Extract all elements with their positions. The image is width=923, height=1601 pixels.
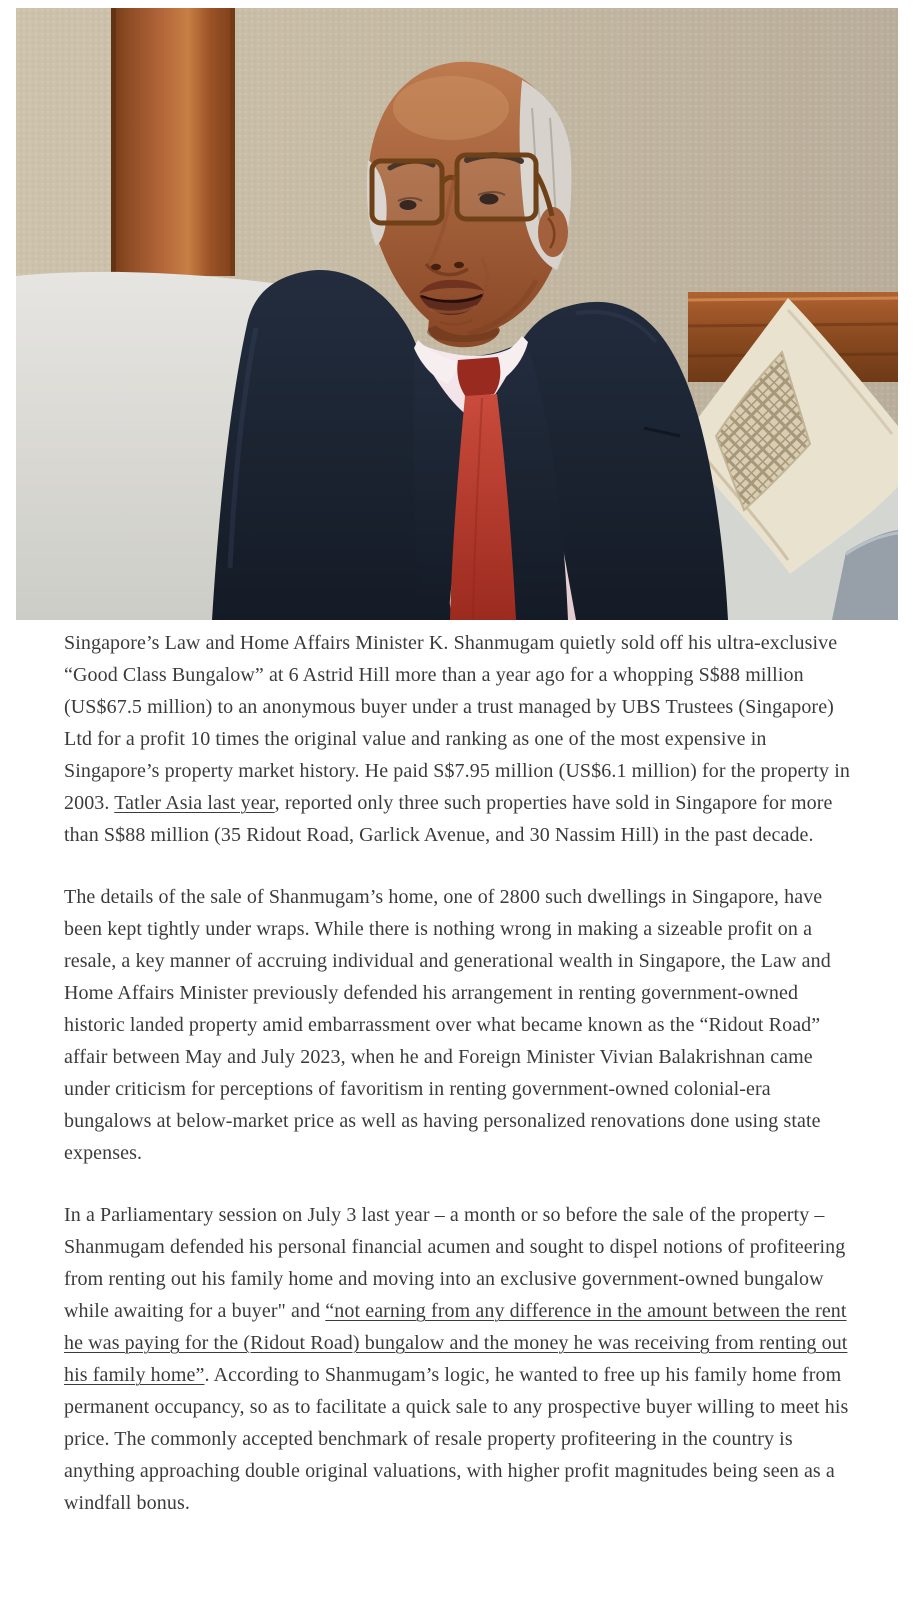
- text-segment: , reported only three such properties have sold in Singapore for more than S$88 million (35 Ridout Road, Garlick Avenue, and 30 Nassim Hill) in the past decade.: [64, 792, 833, 846]
- text-segment: Singapore’s Law and Home Affairs Minister K. Shanmugam quietly sold off his ultra-exclusive “Good Class Bungalow” at 6 Astrid Hill more than a year ago for a whopping S$88 million (US$67.5 million) to an anonymous buyer under a trust managed by UBS Trustees (Singapore) Ltd for a profit 10 times the original value and ranking as one of the most expensive in Singapore’s property market history. He paid S$7.95 million (US$6.1 million) for the property in 2003.: [64, 632, 850, 814]
- article-body: [64, 622, 850, 1549]
- forehead-highlight: [393, 76, 509, 140]
- wood-pillar: [111, 8, 235, 276]
- paragraph: [64, 881, 850, 1169]
- minister-photo: [16, 8, 898, 620]
- inline-link[interactable]: Tatler Asia last year: [114, 792, 275, 814]
- text-segment: In a Parliamentary session on July 3 last year – a month or so before the sale of the property – Shanmugam defended his personal financial acumen and sought to dispel notions of profiteering from renting out his family home and moving into an exclusive government-owned bungalow while awaiting for a buyer" and: [64, 1204, 846, 1322]
- paragraph: [64, 627, 850, 851]
- glasses: [372, 155, 552, 223]
- text-segment: The details of the sale of Shanmugam’s home, one of 2800 such dwellings in Singapore, have been kept tightly under wraps. While there is nothing wrong in making a sizeable profit on a resale, a key manner of accruing individual and generational wealth in Singapore, the Law and Home Affairs Minister previously defended his arrangement in renting government-owned historic landed property amid embarrassment over what became known as the “Ridout Road” affair between May and July 2023, when he and Foreign Minister Vivian Balakrishnan came under criticism for perceptions of favoritism in renting government-owned colonial-era bungalows at below-market price as well as having personalized renovations done using state expenses.: [64, 886, 831, 1164]
- text-segment: . According to Shanmugam’s logic, he wanted to free up his family home from permanent occupancy, so as to facilitate a quick sale to any prospective buyer willing to meet his price. The commonly accepted benchmark of resale property profiteering in the country is anything approaching double original valuations, with higher profit magnitudes being seen as a windfall bonus.: [64, 1364, 849, 1514]
- photo-illustration: [16, 8, 898, 620]
- paragraph: [64, 1199, 850, 1519]
- inline-link[interactable]: “not earning from any difference in the amount between the rent he was paying for the (Ridout Road) bungalow and the money he was receiving from renting out his family home”: [64, 1300, 848, 1386]
